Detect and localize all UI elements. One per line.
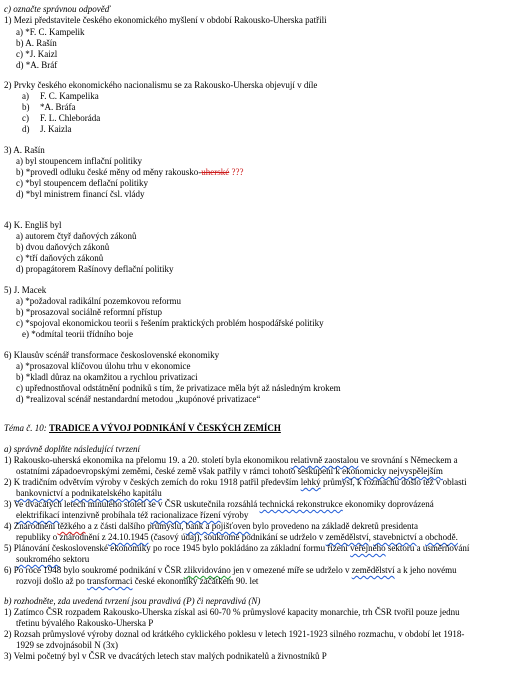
question-2-option-c-text: F. L. Chleboráda (40, 113, 101, 123)
filled-answer: těžkého (57, 521, 86, 531)
filled-answer: racionalizace řízení (150, 510, 221, 520)
truefalse-3-line-1: 3) Velmi početný byl v ČSR ve dvacátých letech stav malých podnikatelů a živnostníků P (4, 651, 327, 661)
statement-6-line-1 (4, 565, 457, 576)
statement-text: ostatními západoevropskými zeměmi, české země však patřily v rámci tohoto seskupení k (16, 466, 343, 476)
topic-title: TRADICE A VÝVOJ PODNIKÁNÍ V ČESKÝCH ZEMÍCH (49, 423, 281, 433)
question-4-text: 4) K. Engliš byl (4, 220, 62, 230)
question-2-option-d-text: J. Kaizla (40, 124, 72, 134)
filled-answer: technická rekonstrukce (259, 499, 343, 509)
statement-5-line-1 (4, 543, 469, 554)
filled-answer: relativně zaostalou (290, 455, 359, 465)
statement-6-line-2 (16, 576, 258, 587)
statement-text: republiky o znárodnění z (16, 532, 108, 542)
statement-2-line-2 (16, 488, 162, 499)
statement-5-line-2 (16, 554, 89, 565)
statement-text: bylo provedeno na základě dekretů presidenta (250, 521, 418, 531)
statement-text: (časový údaj), soukromé podnikání se udrželo v (148, 532, 326, 542)
filled-answer: lehký (300, 477, 321, 487)
question-3-option-b (16, 167, 243, 178)
statement-1-line-2 (16, 466, 443, 477)
statement-text: a (63, 488, 72, 498)
question-3-option-b-struck: uherské (201, 167, 230, 177)
filled-answer: ekonomicky nejvyspělejším (342, 466, 443, 476)
statement-text: průmysl, k rozmachu došlo též v oblasti (320, 477, 467, 487)
statement-1-line-1 (4, 455, 458, 466)
statement-4-line-2 (16, 532, 458, 543)
statement-text: ekonomiky doprovázená (342, 499, 434, 509)
question-5-option-a: a) *požadoval radikální pozemkovou reformu (16, 296, 181, 306)
statement-text: rozvoji došlo až po (16, 576, 87, 586)
statement-text: intenzivně probíhala též (59, 510, 151, 520)
truefalse-2-line-1: 2) Rozsah průmyslové výroby doznal od krátkého cyklického poklesu v letech 1921-1923 silného rozmachu, v období let 1918- (4, 629, 465, 639)
question-1-option-c: c) *J. Kaizl (16, 49, 58, 59)
question-5-option-e: e) *odmítal teorii třídního boje (22, 329, 133, 339)
question-6-option-c: c) upřednostňoval odstátnění podniků s tím, že privatizace měla být až následným krokem (16, 383, 341, 393)
question-3-option-c: c) *byl stoupencem deflační politiky (16, 178, 148, 188)
filled-answer: zlikvidováno (183, 565, 231, 575)
question-5-text: 5) J. Macek (4, 285, 47, 295)
filled-answer: bank a pojišťoven (185, 521, 251, 531)
statement-text: 3) Ve dvacátých letech minulého století se v ČSR uskutečnila rozsáhlá (4, 499, 260, 509)
question-3-option-b-marks: ??? (229, 167, 244, 177)
filled-answer: soukromého (16, 554, 61, 564)
statement-text: 1) Rakousko-uherská ekonomika na přelomu 19. a 20. století byla ekonomikou (4, 455, 291, 465)
question-2-option-a-letter: a) (22, 91, 29, 101)
statement-text: výroby (220, 510, 249, 520)
truefalse-section-intro: b) rozhodněte, zda uvedená tvrzení jsou pravdivá (P) či nepravdivá (N) (4, 596, 261, 606)
question-1-option-b: b) A. Rašín (16, 38, 57, 48)
filled-answer: zemědělství (351, 565, 395, 575)
question-5-option-b: b) *prosazoval sociálně reformní přístup (16, 307, 162, 317)
question-5-option-c: c) *spojoval ekonomickou teorii s řešením praktických problém hospodářské politiky (16, 318, 324, 328)
question-1-option-a: a) *F. C. Kampelik (16, 27, 85, 37)
question-1-option-d: d) *A. Bráf (16, 60, 58, 70)
question-1-text: 1) Mezi představitele českého ekonomického myšlení v období Rakousko-Uherska patřili (4, 15, 327, 25)
question-3-option-b-text: b) *provedl odluku české měny od měny rakousko- (16, 167, 202, 177)
filled-answer: obchodě. (425, 532, 458, 542)
statement-text: jen v omezené míře se udrželo v (230, 565, 352, 575)
truefalse-1-line-2: třetinu bývalého Rakousko-Uherska P (16, 618, 154, 628)
question-4-option-b: b) dvou daňových zákonů (16, 242, 110, 252)
question-2-option-b-letter: b) (22, 102, 30, 112)
question-section-intro: c) označte správnou odpověď (4, 4, 111, 14)
statement-text: české ekonomiky začátkem 90. let (132, 576, 259, 586)
topic-label: Téma č. 10: (4, 423, 47, 433)
filled-answer: transformaci (87, 576, 133, 586)
question-4-option-c: c) *tří daňových zákonů (16, 253, 104, 263)
filled-answer: 24.10.1945 (107, 532, 149, 542)
filled-answer: podnikatelského kapitálu (71, 488, 162, 498)
statement-text: a k jeho novému (394, 565, 457, 575)
statement-text: , (368, 532, 374, 542)
question-6-option-b: b) *kladl důraz na okamžitou a rychlou privatizaci (16, 372, 198, 382)
question-3-option-d: d) *byl ministrem financí čsl. vlády (16, 189, 145, 199)
filled-answer: veřejného (350, 543, 386, 553)
filled-answer: zemědělství (325, 532, 369, 542)
question-2-option-c-letter: c) (22, 113, 29, 123)
question-6-option-a: a) *prosazoval klíčovou úlohu trhu v ekonomice (16, 361, 191, 371)
question-2-option-a-text: F. C. Kampelika (40, 91, 99, 101)
question-3-option-a: a) byl stoupencem inflační politiky (16, 156, 142, 166)
statement-text: sektoru a usměrňování (385, 543, 470, 553)
topic-heading (4, 423, 281, 434)
filled-answer: bankovnictví (16, 488, 63, 498)
question-2-option-d-letter: d) (22, 124, 30, 134)
statement-text: a (416, 532, 426, 542)
statement-text: 2) K tradičním odvětvím výroby v českých zemích do roku 1918 patřil především (4, 477, 301, 487)
truefalse-2-line-2: 1929 se zdvojnásobil N (3x) (16, 640, 118, 650)
question-4-option-a: a) autorem čtyř daňových zákonů (16, 231, 137, 241)
statement-text: 5) Plánování československé ekonomiky po roce 1945 bylo pokládáno za základní formu řízení (4, 543, 351, 553)
question-4-option-d: d) propagátorem Rašínovy deflační politiky (16, 264, 174, 274)
filled-answer: elektrifikací (16, 510, 60, 520)
statement-text: 6) Po roce 1948 bylo soukromé podnikání v ČSR (4, 565, 184, 575)
question-6-text: 6) Klausův scénář transformace československé ekonomiky (4, 350, 220, 360)
statement-text: a z části dalšího průmyslu, (85, 521, 186, 531)
statement-3-line-2 (16, 510, 248, 521)
statement-4-line-1 (4, 521, 418, 532)
question-2-option-b-text: *A. Bráfa (40, 102, 76, 112)
question-6-option-d: d) *realizoval scénář nestandardní metodou „kupónové privatizace“ (16, 394, 261, 404)
question-3-text: 3) A. Rašín (4, 145, 45, 155)
statement-text: ve srovnání s Německem a (358, 455, 458, 465)
statement-2-line-1 (4, 477, 467, 488)
statement-text: 4) Znárodnění (4, 521, 58, 531)
question-2-text: 2) Prvky českého ekonomického nacionalismu se za Rakousko-Uherska objevují v díle (4, 80, 318, 90)
statement-text: sektoru (60, 554, 90, 564)
filled-answer: stavebnictví (373, 532, 417, 542)
statement-3-line-1 (4, 499, 434, 510)
truefalse-1-line-1: 1) Zatímco ČSR rozpadem Rakousko-Uherska získal asi 60-70 % průmyslové kapacity monarchie, trh ČSR tvořil pouze jednu (4, 607, 460, 617)
fill-section-intro: a) správně doplňte následující tvrzení (4, 444, 140, 454)
